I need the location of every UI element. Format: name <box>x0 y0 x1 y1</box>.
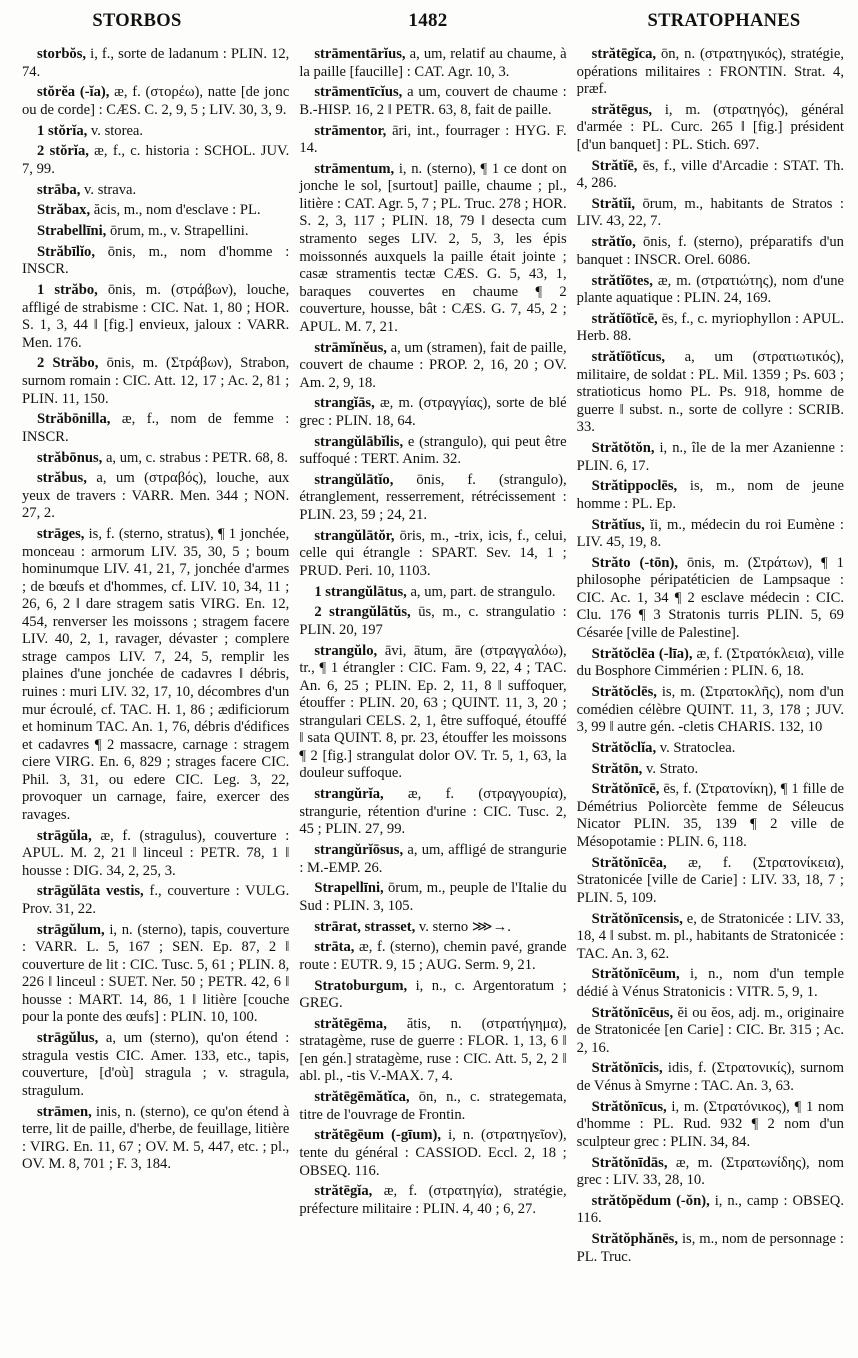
dictionary-entry <box>577 1060 844 1095</box>
entry-definition: a, um (στρατιωτικός), militaire, de soldat : PL. Mil. 1359 ; Ps. 603 ; stratioticus homo PL. Ps. 918, homme de guerre ‖ subst. n., sorte de collyre : SCRIB. 33. <box>576 349 844 436</box>
dictionary-entry <box>577 1231 844 1266</box>
entry-headword: strangĭās, <box>314 395 375 412</box>
entry-headword: 2 stŏrĭa, <box>37 143 89 160</box>
dictionary-entry <box>22 182 289 200</box>
dictionary-entry <box>299 46 566 81</box>
entry-headword: strāta, <box>314 939 355 956</box>
entry-definition: a, um (stramen), fait de paille, couvert de chaume : PROP. 2, 16, 20 ; OV. Am. 2, 9, 18. <box>299 339 567 391</box>
entry-definition: e, de Stratonicée : LIV. 33, 18, 4 ‖ subst. m. pl., habitants de Stratonicée : TAC. An. 3, 62. <box>576 910 844 962</box>
entry-headword: Strapellīni, <box>314 880 384 897</box>
entry-headword: strāmen, <box>37 1103 92 1120</box>
entry-definition: is, f. (sterno, stratus), ¶ 1 jonchée, monceau : armorum LIV. 35, 30, 5 ; boum hominumque LIV. 41, 21, 7, jonchée d'armes ; de bœufs et d'hommes, cf. LIV. 10, 34, 11 ; 26, 6, 2 ‖ dare stragem satis VIRG. En. 12, 454, renverser les moissons ; stragem facere LIV. 40, 2, 1, ravager, dévaster ; complere strage campos LIV. 7, 24, 5, remplir les plaines d'une jonchée de cadavres ‖ débris, ruines : muri LIV. 32, 17, 10, décombres d'un mur écroulé, cf. TAC. H. 1, 86 ; ædificiorum et hominum TAC. An. 1, 76, débris d'édifices et cadavres ¶ 2 massacre, carnage : stragem ciere VIRG. En. 6, 829 ; strages facere CIC. Phil. 3, 31, ou edere CIC. Leg. 3, 22, provoquer un carnage, faire, exercer des ravages. <box>22 526 290 823</box>
dictionary-entry <box>577 440 844 475</box>
entry-headword: 1 strangŭlātus, <box>314 583 407 600</box>
dictionary-entry <box>299 395 566 430</box>
entry-headword: strătĭōtes, <box>591 272 653 289</box>
column-2 <box>299 46 566 1269</box>
entry-definition: is, m., nom de jeune homme : PL. Ep. <box>576 478 844 512</box>
entry-headword: strangŭlātŏr, <box>314 527 395 544</box>
entry-headword: strătēgēum (-gīum), <box>314 1127 441 1144</box>
entry-definition: ōrum, m., habitants de Stratos : LIV. 43, 22, 7. <box>576 195 844 230</box>
entry-headword: strătēgus, <box>591 101 653 118</box>
dictionary-entry <box>299 528 566 581</box>
entry-definition: a, um, affligé de strangurie : M.-EMP. 26. <box>299 841 567 876</box>
entry-definition: ōnis, f. (sterno), préparatifs d'un banquet : INSCR. Orel. 6086. <box>576 234 844 268</box>
dictionary-entry <box>299 786 566 839</box>
entry-definition: æ, m. (στραγγίας), sorte de blé grec : PLIN. 18, 64. <box>299 395 567 429</box>
entry-headword: Străto (-tōn), <box>591 554 678 571</box>
entry-headword: Strabellīni, <box>37 223 107 240</box>
dictionary-entry <box>22 244 289 279</box>
entry-headword: 1 stŏrĭa, <box>37 122 88 139</box>
dictionary-entry <box>22 143 289 178</box>
entry-headword: Strătŏnīcēus, <box>591 1004 674 1021</box>
entry-definition: ēs, f., ville d'Arcadie : STAT. Th. 4, 286. <box>576 157 844 192</box>
entry-headword: Strătŏnīcēum, <box>591 966 680 983</box>
entry-definition: ōnis, m. (Στράτων), ¶ 1 philosophe péripatéticien de Lampsaque : CIC. Ac. 1, 34 ¶ 2 esclave médecin : CIC. Clu. 176 ¶ 3 Stratonis turris PLIN. 5, 69 Césarée [ville de Palestine]. <box>576 554 844 642</box>
dictionary-entry <box>577 761 844 779</box>
entry-definition: ătis, n. (στρατήγημα), stratagème, ruse de guerre : FLOR. 1, 13, 6 ‖ [en gén.] stratagème, ruse : CIC. Att. 5, 2, 2 ‖ abl. pl., -tis V.-MAX. 7, 4. <box>299 1015 567 1085</box>
entry-definition: i, m. (Στρατόνικος), ¶ 1 nom d'homme : PL. Rud. 932 ¶ 2 nom d'un sculpteur grec : PLIN. 34, 84. <box>576 1098 844 1150</box>
dictionary-entry <box>22 46 289 81</box>
entry-definition: ōnis, f. (strangulo), étranglement, resserrement, rétrécissement : PLIN. 23, 59 ; 24, 21. <box>299 471 567 523</box>
entry-headword: Strătŏnīcus, <box>591 1098 667 1115</box>
entry-definition: āri, int., fourrager : HYG. F. 14. <box>299 122 567 157</box>
entry-definition: æ, f. (sterno), chemin pavé, grande route : EUTR. 9, 15 ; AUG. Serm. 9, 21. <box>299 939 567 973</box>
entry-definition: āvi, ātum, āre (στραγγαλόω), tr., ¶ 1 étrangler : CIC. Fam. 9, 22, 4 ; TAC. An. 6, 25 ; PLIN. Ep. 2, 11, 8 ‖ suffoquer, étouffer : PLIN. 20, 63 ; QUINT. 11, 3, 20 ; strangulari CELS. 2, 1, être suffoqué, étouffé ‖ sata QUINT. 8, pr. 23, étouffer les moissons ¶ 2 [fig.] strangulat dolor OV. Tr. 5, 1, 63, la douleur suffoque. <box>299 642 567 782</box>
dictionary-entry <box>299 472 566 525</box>
entry-definition: ōrum, m., v. Strapellini. <box>109 223 249 240</box>
dictionary-entry <box>22 223 289 241</box>
dictionary-entry <box>299 584 566 602</box>
entry-headword: strāmentum, <box>314 160 395 177</box>
entry-definition: æ, f., c. historia : SCHOL. JUV. 7, 99. <box>22 143 290 177</box>
entry-headword: Strătŏnīdās, <box>591 1154 668 1171</box>
entry-headword: strătŏpĕdum (-ŏn), <box>591 1192 710 1209</box>
entry-headword: Strătŏclēa (-līa), <box>591 645 693 662</box>
entry-headword: 1 străbo, <box>37 282 98 299</box>
entry-definition: i, n., île de la mer Azanienne : PLIN. 6, 17. <box>576 439 844 474</box>
dictionary-entry <box>299 84 566 119</box>
entry-headword: străbōnus, <box>37 449 103 466</box>
entry-headword: Strătĭē, <box>591 157 638 174</box>
dictionary-entry <box>299 1183 566 1218</box>
entry-headword: strāgŭla, <box>37 827 92 844</box>
entry-headword: strāba, <box>37 181 81 198</box>
entry-headword: Strătĭus, <box>591 516 645 533</box>
entry-headword: strāgŭlus, <box>37 1030 99 1047</box>
entry-definition: ēs, f. (Στρατονίκη), ¶ 1 fille de Démétrius Poliorcète femme de Séleucus Nicator PLIN. 35, 139 ¶ 2 ville de Mésopotamie : PLIN. 6, 118. <box>576 781 844 850</box>
entry-headword: strangŭrĭōsus, <box>314 841 404 858</box>
entry-definition: is, m. (Στρατοκλῆς), nom d'un comédien célèbre QUINT. 11, 3, 178 ; JUV. 3, 99 ‖ autre gén. -cletis CHARIS. 132, 10 <box>576 684 844 736</box>
entry-definition: i, n. (sterno), ¶ 1 ce dont on jonche le sol, [surtout] paille, chaume ; pl., litière : CAT. Agr. 5, 7 ; PL. Truc. 278 ; HOR. S. 2, 3, 117 ; PLIN. 18, 79 ‖ desecta cum stramento seges LIV. 2, 5, 3, les épis moissonnés auxquels la paille était jointe ; casæ stramentis tectæ CÆS. G. 5, 43, 1, baraques couvertes en chaume ¶ 2 couverture, housse, bât : CÆS. G. 7, 45, 2 ; APUL. M. 7, 21. <box>299 160 567 335</box>
entry-definition: ōnis, m., nom d'homme : INSCR. <box>22 243 290 278</box>
entry-definition: ōn, n., c. strategemata, titre de l'ouvrage de Frontin. <box>299 1089 567 1123</box>
entry-definition: æ, f., nom de femme : INSCR. <box>22 411 290 445</box>
entry-definition: æ, m. (Στρατωνίδης), nom grec : LIV. 33, 28, 10. <box>576 1154 844 1189</box>
dictionary-entry <box>22 411 289 446</box>
entry-definition: a um, couvert de chaume : B.-HISP. 16, 2 ‖ PETR. 63, 8, fait de paille. <box>299 84 567 118</box>
dictionary-entry <box>299 919 566 937</box>
dictionary-entry <box>299 643 566 783</box>
entry-definition: inis, n. (sterno), ce qu'on étend à terre, lit de paille, d'herbe, de feuillage, litière : VIRG. En. 11, 67 ; OV. M. 5, 447, etc. ; pl., OV. M. 8, 701 ; F. 3, 184. <box>22 1103 290 1173</box>
dictionary-entry <box>22 84 289 119</box>
dictionary-entry <box>299 1127 566 1180</box>
entry-headword: strătēgĭca, <box>591 46 657 62</box>
entry-definition: a, um, relatif au chaume, à la paille [faucille] : CAT. Agr. 10, 3. <box>299 46 567 80</box>
dictionary-entry <box>577 740 844 758</box>
entry-definition: ōnis, m. (Στράβων), Strabon, surnom romain : CIC. Att. 12, 17 ; Ac. 2, 81 ; PLIN. 11, 150. <box>22 355 290 407</box>
entry-headword: strāgŭlāta vestis, <box>37 883 144 900</box>
entry-headword: 2 Străbo, <box>37 355 99 372</box>
page-number: 1482 <box>408 10 448 31</box>
entry-definition: i, n. (στρατηγεῖον), tente du général : CASSIOD. Eccl. 2, 18 ; OBSEQ. 116. <box>299 1127 567 1179</box>
entry-definition: ĕi ou ĕos, adj. m., originaire de Stratonicée [en Carie] : CIC. Br. 315 ; Ac. 2, 16. <box>576 1004 844 1056</box>
entry-definition: i, n. (sterno), tapis, couverture : VARR. L. 5, 167 ; SEN. Ep. 87, 2 ‖ couverture de lit : CIC. Tusc. 5, 61 ; PLIN. 8, 226 ‖ linceul : SUET. Ner. 50 ; PETR. 42, 6 ‖ housse : MART. 14, 86, 1 ‖ litière [couche pour la ponte des œufs] : PLIN. 10, 100. <box>22 921 290 1026</box>
dictionary-entry <box>577 478 844 513</box>
dictionary-entry <box>22 526 289 824</box>
column-3 <box>577 46 844 1269</box>
dictionary-entry <box>299 978 566 1013</box>
entry-headword: strătēgēma, <box>314 1015 387 1032</box>
entry-definition: ōris, m., -trix, icis, f., celui, celle qui étrangle : SPART. Sev. 14, 1 ; PRUD. Peri. 10, 1103. <box>299 527 567 579</box>
entry-definition: idis, f. (Στρατονικίς), surnom de Vénus à Smyrne : TAC. An. 3, 63. <box>576 1060 844 1095</box>
dictionary-entry <box>22 450 289 468</box>
entry-headword: străbus, <box>37 470 87 487</box>
dictionary-entry <box>299 1089 566 1124</box>
entry-definition: ăcis, m., nom d'esclave : PL. <box>93 202 261 219</box>
entry-definition: ōrum, m., peuple de l'Italie du Sud : PLIN. 3, 105. <box>299 880 567 914</box>
entry-headword: Stratoburgum, <box>314 977 408 994</box>
dictionary-entry <box>577 646 844 681</box>
entry-definition: æ, m. (στρατιώτης), nom d'une plante aquatique : PLIN. 24, 169. <box>576 272 844 307</box>
dictionary-entry <box>577 1193 844 1228</box>
entry-headword: 2 strangŭlātŭs, <box>314 604 411 621</box>
entry-headword: strătĭo, <box>591 234 636 251</box>
entry-headword: strangŭlo, <box>314 642 378 659</box>
entry-definition: v. Stratoclea. <box>659 739 736 756</box>
entry-headword: strāmĭnĕus, <box>314 339 387 356</box>
dictionary-entry <box>22 123 289 141</box>
entry-definition: a, um (sterno), qu'on étend : stragula vestis CIC. Amer. 133, etc., tapis, couverture, [d'où] stragula ; v. stragula, stragulum. <box>22 1030 290 1099</box>
entry-definition: a, um, part. de strangulo. <box>410 583 556 600</box>
entry-definition: ōnis, m. (στράβων), louche, affligé de strabisme : CIC. Nat. 1, 80 ; HOR. S. 1, 3, 44 ‖ [fig.] envieux, jaloux : VARR. Men. 176. <box>22 282 290 351</box>
entry-headword: Strătōn, <box>591 760 643 777</box>
dictionary-entry <box>22 828 289 881</box>
entry-headword: strāges, <box>37 526 85 543</box>
entry-headword: Strătŏnīcē, <box>591 781 660 798</box>
entry-headword: strangŭlātĭo, <box>314 471 394 488</box>
dictionary-entry <box>299 939 566 974</box>
entry-definition: v. Strato. <box>646 760 699 777</box>
entry-headword: storbŏs, <box>37 46 87 62</box>
entry-headword: Strătŏphănēs, <box>591 1231 679 1248</box>
entry-definition: ēs, f., c. myriophyllon : APUL. Herb. 88. <box>576 310 844 345</box>
entry-headword: strătēgĭa, <box>314 1183 373 1200</box>
entry-headword: Strătŏnīcis, <box>591 1060 663 1077</box>
entry-headword: strătĭōtĭcē, <box>591 310 658 327</box>
entry-definition: e (strangulo), qui peut être suffoqué : TERT. Anim. 32. <box>299 433 567 468</box>
dictionary-entry <box>299 123 566 158</box>
entry-definition: i, n., nom d'un temple dédié à Vénus Stratonicis : VITR. 5, 9, 1. <box>576 966 844 1000</box>
entry-headword: Strătippoclēs, <box>591 478 678 495</box>
page-header <box>22 10 844 46</box>
dictionary-entry <box>22 355 289 408</box>
entry-definition: i, n., c. Argentoratum ; GREG. <box>299 977 567 1012</box>
dictionary-entry <box>22 470 289 523</box>
entry-headword: strāgŭlum, <box>37 921 105 938</box>
dictionary-entry <box>299 842 566 877</box>
dictionary-entry <box>299 434 566 469</box>
entry-definition: ōn, n. (στρατηγικός), stratégie, opérations militaires : FRONTIN. Strat. 4, præf. <box>576 46 844 98</box>
dictionary-entry <box>299 604 566 639</box>
columns <box>22 46 844 1269</box>
entry-definition: i, f., sorte de ladanum : PLIN. 12, 74. <box>22 46 290 80</box>
entry-definition: æ, f. (στρατηγία), stratégie, préfecture militaire : PLIN. 4, 40 ; 6, 27. <box>299 1183 567 1217</box>
dictionary-entry <box>22 1104 289 1174</box>
entry-definition: is, m., nom de personnage : PL. Truc. <box>576 1231 844 1265</box>
entry-definition: v. sterno ⋙→. <box>418 918 511 935</box>
dictionary-entry <box>22 883 289 918</box>
entry-definition: ĭi, m., médecin du roi Eumène : LIV. 45, 19, 8. <box>576 516 844 551</box>
dictionary-entry <box>577 517 844 552</box>
entry-definition: a, um, c. strabus : PETR. 68, 8. <box>105 449 288 466</box>
dictionary-entry <box>577 273 844 308</box>
entry-headword: strătĭōtĭcus, <box>591 349 666 366</box>
entry-headword: Strătŏclĭa, <box>591 739 657 756</box>
dictionary-entry <box>577 1099 844 1152</box>
entry-definition: æ, f. (στραγγουρία), strangurie, rétention d'urine : CIC. Tusc. 2, 45 ; PLIN. 27, 99. <box>299 786 567 838</box>
dictionary-entry <box>577 855 844 908</box>
dictionary-entry <box>577 781 844 851</box>
dictionary-entry <box>299 880 566 915</box>
entry-headword: strāmentīcĭus, <box>314 84 403 101</box>
entry-headword: strangŭlābĭlis, <box>314 433 404 450</box>
dictionary-entry <box>577 1155 844 1190</box>
dictionary-entry <box>22 282 289 352</box>
left-running-head: STORBOS <box>92 11 182 31</box>
entry-headword: Străbōnilla, <box>37 411 111 428</box>
entry-definition: ūs, m., c. strangulatio : PLIN. 20, 197 <box>299 604 567 638</box>
entry-definition: v. storea. <box>90 122 144 139</box>
entry-headword: strāmentor, <box>314 122 387 139</box>
entry-definition: æ, f. (stragulus), couverture : APUL. M. 2, 21 ‖ linceul : PETR. 78, 1 ‖ housse : DIG. 34, 2, 25, 3. <box>22 827 290 879</box>
entry-headword: Strătŏclēs, <box>591 684 657 701</box>
dictionary-entry <box>577 102 844 155</box>
dictionary-entry <box>577 46 844 99</box>
right-running-head: STRATOPHANES <box>647 11 801 31</box>
dictionary-entry <box>299 340 566 393</box>
dictionary-entry <box>22 922 289 1027</box>
dictionary-entry <box>22 202 289 220</box>
entry-definition: æ, f. (Στρατόκλεια), ville du Bosphore Cimmérien : PLIN. 6, 18. <box>576 645 844 680</box>
dictionary-entry <box>577 158 844 193</box>
entry-headword: stŏrĕa (-ĭa), <box>37 84 110 101</box>
entry-definition: f., couverture : VULG. Prov. 31, 22. <box>22 883 290 917</box>
entry-headword: strārat, strasset, <box>314 918 416 935</box>
dictionary-entry <box>577 349 844 437</box>
entry-definition: a, um (στραβός), louche, aux yeux de travers : VARR. Men. 344 ; NON. 27, 2. <box>22 470 290 522</box>
entry-headword: strāmentārĭus, <box>314 46 406 62</box>
entry-definition: v. strava. <box>84 181 137 198</box>
dictionary-entry <box>299 1016 566 1086</box>
dictionary-entry <box>299 161 566 336</box>
dictionary-entry <box>577 966 844 1001</box>
entry-headword: Strătŏtŏn, <box>591 439 655 456</box>
entry-headword: Strătŏnīcēa, <box>591 854 667 871</box>
entry-definition: i, m. (στρατηγός), général d'armée : PL. Curc. 265 ‖ [fig.] président [d'un banquet] : PL. Stich. 697. <box>576 101 844 153</box>
entry-headword: Străbīlĭo, <box>37 243 95 260</box>
column-1 <box>22 46 289 1269</box>
dictionary-entry <box>577 555 844 643</box>
dictionary-entry <box>577 1005 844 1058</box>
dictionary-entry <box>577 196 844 231</box>
entry-headword: Strătŏnīcensis, <box>591 910 683 927</box>
entry-definition: i, n., camp : OBSEQ. 116. <box>576 1192 844 1227</box>
dictionary-entry <box>577 684 844 737</box>
dictionary-entry <box>577 311 844 346</box>
entry-definition: æ, f. (στορέω), natte [de jonc ou de corde] : CÆS. C. 2, 9, 5 ; LIV. 30, 3, 9. <box>22 84 290 118</box>
entry-definition: æ, f. (Στρατονίκεια), Stratonicée [ville de Carie] : LIV. 33, 18, 7 ; PLIN. 5, 109. <box>576 854 844 906</box>
dictionary-entry <box>22 1030 289 1100</box>
entry-headword: strătēgēmătĭca, <box>314 1089 410 1106</box>
dictionary-entry <box>577 234 844 269</box>
entry-headword: Strătĭi, <box>591 195 636 212</box>
dictionary-entry <box>577 911 844 964</box>
entry-headword: Străbax, <box>37 202 91 219</box>
entry-headword: strangŭrĭa, <box>314 786 384 803</box>
